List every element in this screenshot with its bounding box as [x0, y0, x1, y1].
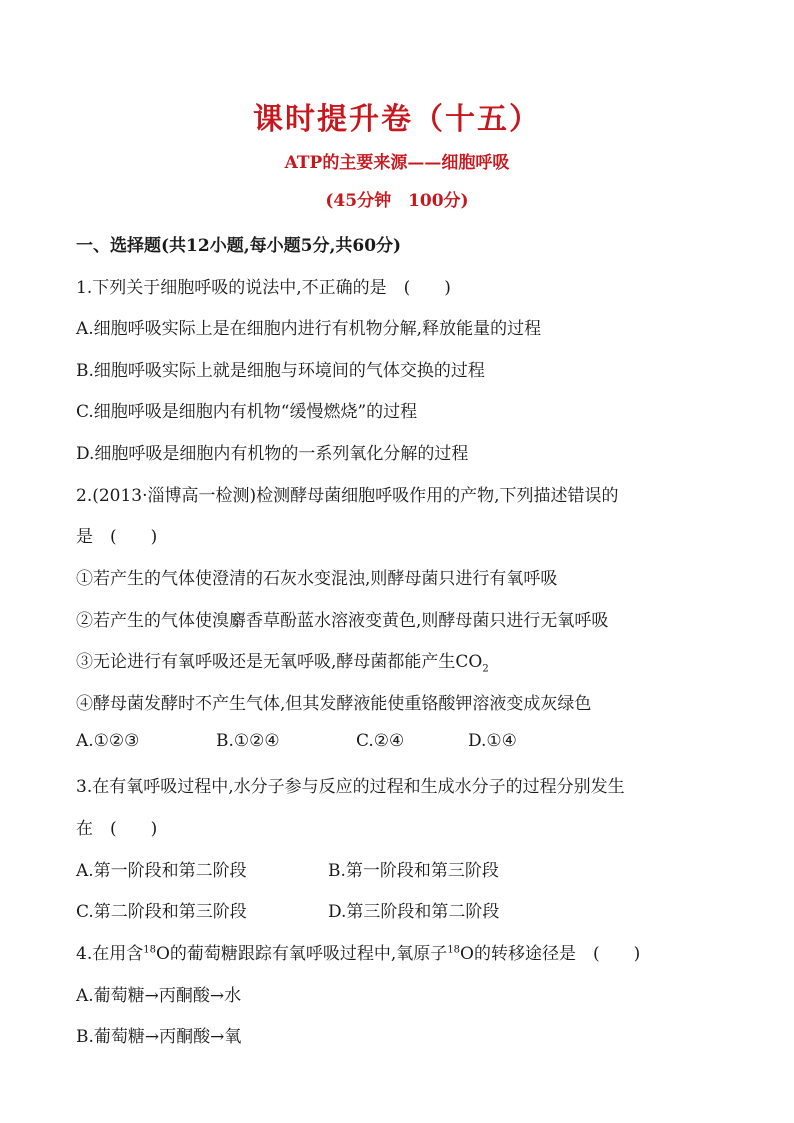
q2-option-c: C.②④	[356, 731, 405, 751]
q3-stem-line2: 在 ( )	[76, 819, 158, 839]
section-heading: 一、选择题(共12小题,每小题5分,共60分)	[76, 236, 402, 256]
q4-isotope-sup1: 18	[143, 944, 156, 956]
q4-option-b: B.葡萄糖→丙酮酸→氧	[76, 1027, 242, 1047]
q1-option-b: B.细胞呼吸实际上就是细胞与环境间的气体交换的过程	[76, 361, 485, 381]
q2-statement-1: ①若产生的气体使澄清的石灰水变混浊,则酵母菌只进行有氧呼吸	[76, 569, 558, 589]
q3-option-a: A.第一阶段和第二阶段	[76, 861, 247, 881]
q2-option-d: D.①④	[468, 731, 517, 751]
q4-option-a: A.葡萄糖→丙酮酸→水	[76, 986, 242, 1006]
q1-option-d: D.细胞呼吸是细胞内有机物的一系列氧化分解的过程	[76, 444, 469, 464]
q2-option-a: A.①②③	[76, 731, 140, 751]
q2-stem-line2: 是 ( )	[76, 527, 158, 547]
q1-option-c: C.细胞呼吸是细胞内有机物“缓慢燃烧”的过程	[76, 402, 418, 422]
q2-statement-2: ②若产生的气体使溴麝香草酚蓝水溶液变黄色,则酵母菌只进行无氧呼吸	[76, 611, 609, 631]
q3-option-d: D.第三阶段和第二阶段	[328, 902, 500, 922]
q3-option-b: B.第一阶段和第三阶段	[328, 861, 499, 881]
q4-stem-part1: 4.在用含	[76, 944, 144, 964]
page-title: 课时提升卷（十五）	[253, 102, 541, 137]
q2-stem-line1: 2.(2013·淄博高一检测)检测酵母菌细胞呼吸作用的产物,下列描述错误的	[76, 486, 619, 506]
q4-stem	[76, 939, 640, 964]
q2-statement-4: ④酵母菌发酵时不产生气体,但其发酵液能使重铬酸钾溶液变成灰绿色	[76, 694, 592, 714]
q1-option-a: A.细胞呼吸实际上是在细胞内进行有机物分解,释放能量的过程	[76, 319, 542, 339]
q2-statement-3	[76, 647, 489, 674]
q3-option-c: C.第二阶段和第三阶段	[76, 902, 247, 922]
q2-option-b: B.①②④	[216, 731, 280, 751]
lesson-subtitle: ATP的主要来源——细胞呼吸	[284, 153, 510, 173]
q4-isotope-sup2: 18	[447, 944, 461, 956]
q4-stem-part2: O的葡萄糖跟踪有氧呼吸过程中,氧原子	[155, 944, 448, 964]
q2-statement-3-subscript: 2	[482, 663, 489, 675]
q2-statement-3-text: ③无论进行有氧呼吸还是无氧呼吸,酵母菌都能产生CO	[76, 652, 483, 672]
time-score-info: (45分钟 100分)	[325, 191, 469, 211]
q3-stem-line1: 3.在有氧呼吸过程中,水分子参与反应的过程和生成水分子的过程分别发生	[76, 777, 625, 797]
q4-stem-part3: O的转移途径是 ( )	[460, 944, 641, 964]
q1-stem: 1.下列关于细胞呼吸的说法中,不正确的是 ( )	[76, 278, 451, 298]
